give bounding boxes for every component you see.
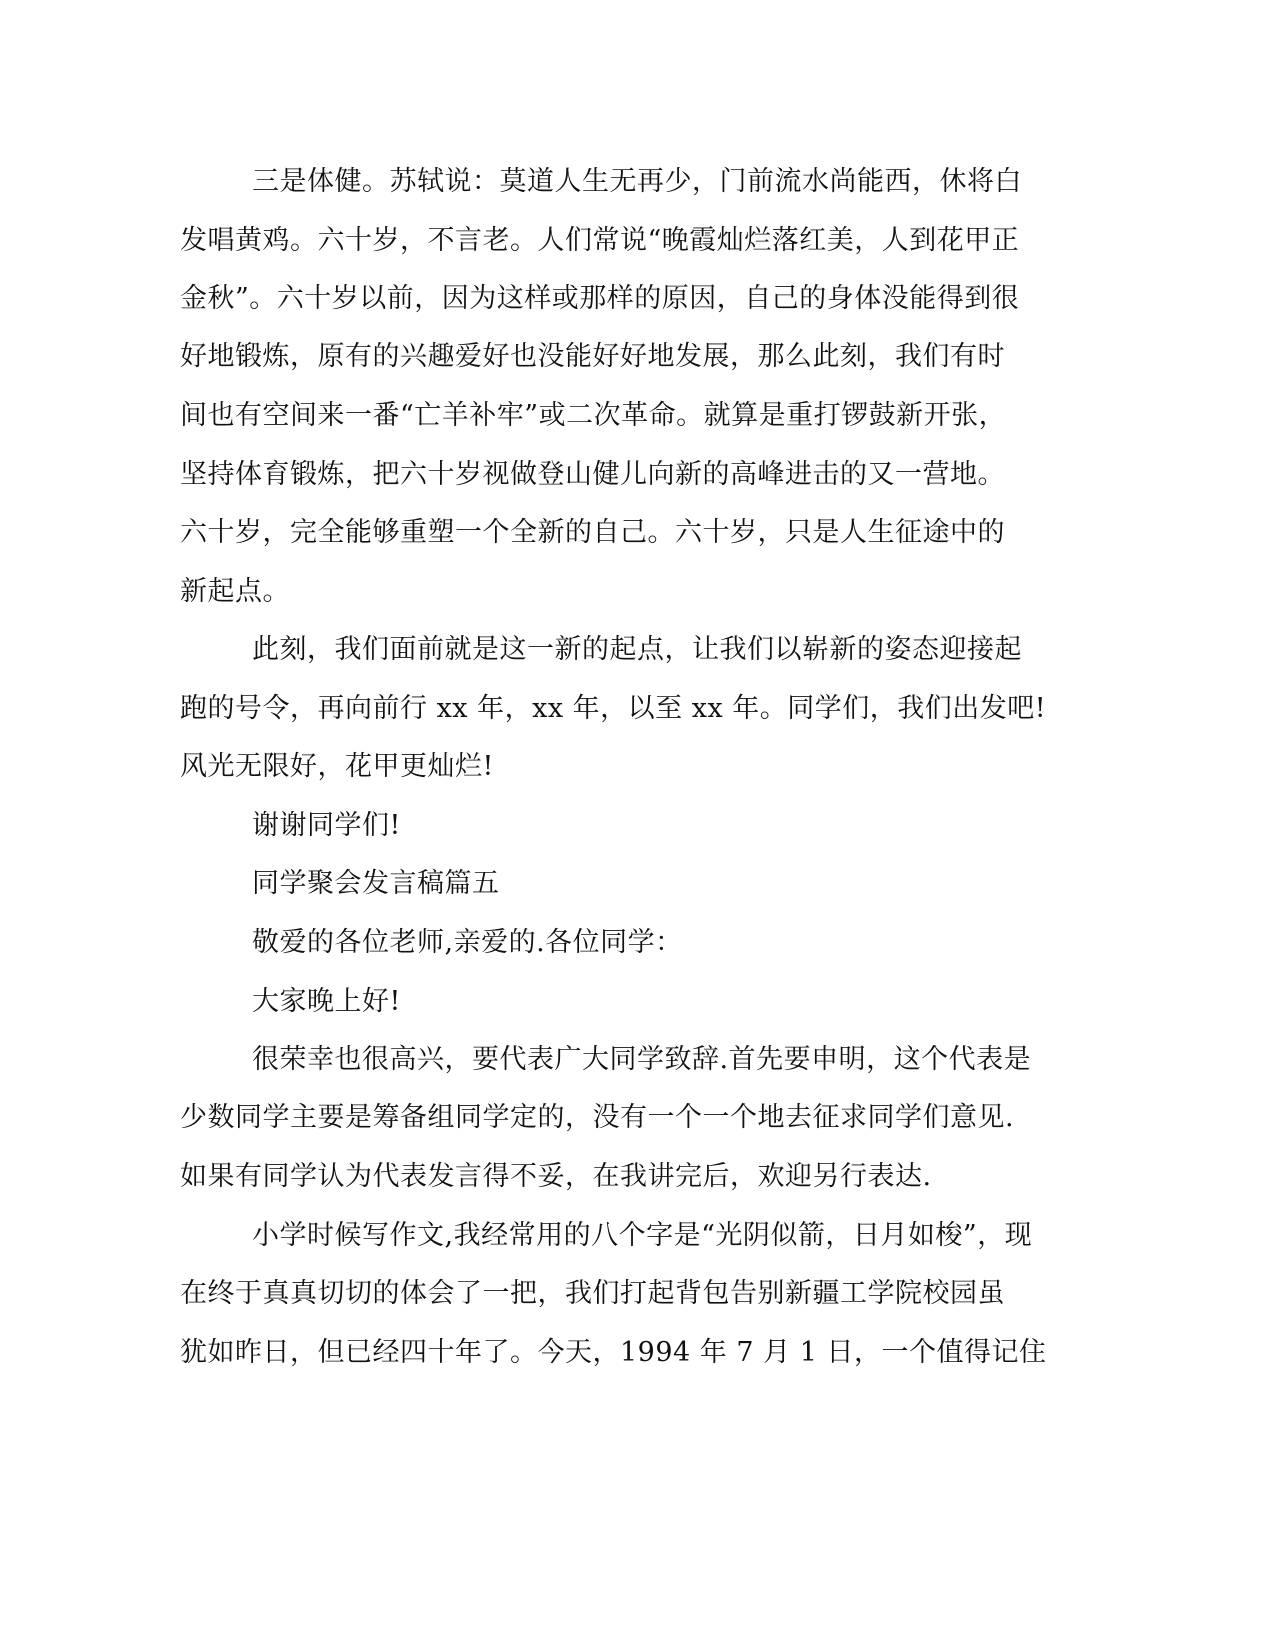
paragraph-line: 六十岁，完全能够重塑一个全新的自己。六十岁，只是人生征途中的	[180, 517, 1005, 548]
paragraph-line: 金秋”。六十岁以前，因为这样或那样的原因，自己的身体没能得到很	[180, 283, 1020, 314]
paragraph-line: 三是体健。苏轼说：莫道人生无再少，门前流水尚能西，休将白	[252, 166, 1022, 197]
paragraph-line: 很荣幸也很高兴，要代表广大同学致辞.首先要申明，这个代表是	[252, 1044, 1032, 1075]
paragraph-line: 大家晚上好!	[252, 986, 401, 1017]
paragraph-line: 发唱黄鸡。六十岁，不言老。人们常说“晚霞灿烂落红美，人到花甲正	[180, 225, 1020, 256]
paragraph-line: 坚持体育锻炼，把六十岁视做登山健儿向新的高峰进击的又一营地。	[180, 459, 1005, 490]
paragraph-line: 此刻，我们面前就是这一新的起点，让我们以崭新的姿态迎接起	[252, 634, 1022, 665]
paragraph-line: 犹如昨日，但已经四十年了。今天，1994 年 7 月 1 日，一个值得记住	[180, 1337, 1047, 1368]
paragraph-line: 如果有同学认为代表发言得不妥，在我讲完后，欢迎另行表达.	[180, 1161, 932, 1192]
section-heading: 同学聚会发言稿篇五	[252, 868, 500, 899]
paragraph-line: 小学时候写作文,我经常用的八个字是“光阴似箭，日月如梭”，现	[252, 1220, 1033, 1251]
paragraph-line: 风光无限好，花甲更灿烂!	[180, 751, 494, 782]
paragraph-line: 谢谢同学们!	[252, 810, 401, 841]
paragraph-line: 敬爱的各位老师,亲爱的.各位同学：	[252, 927, 683, 958]
paragraph-line: 跑的号令，再向前行 xx 年，xx 年，以至 xx 年。同学们，我们出发吧!	[180, 693, 1047, 724]
paragraph-line: 间也有空间来一番“亡羊补牢”或二次革命。就算是重打锣鼓新开张，	[180, 400, 1007, 431]
paragraph-line: 在终于真真切切的体会了一把，我们打起背包告别新疆工学院校园虽	[180, 1278, 1005, 1309]
paragraph-line: 新起点。	[180, 576, 290, 607]
paragraph-line: 好地锻炼，原有的兴趣爱好也没能好好地发展，那么此刻，我们有时	[180, 341, 1005, 372]
paragraph-line: 少数同学主要是筹备组同学定的，没有一个一个地去征求同学们意见.	[180, 1102, 1015, 1133]
